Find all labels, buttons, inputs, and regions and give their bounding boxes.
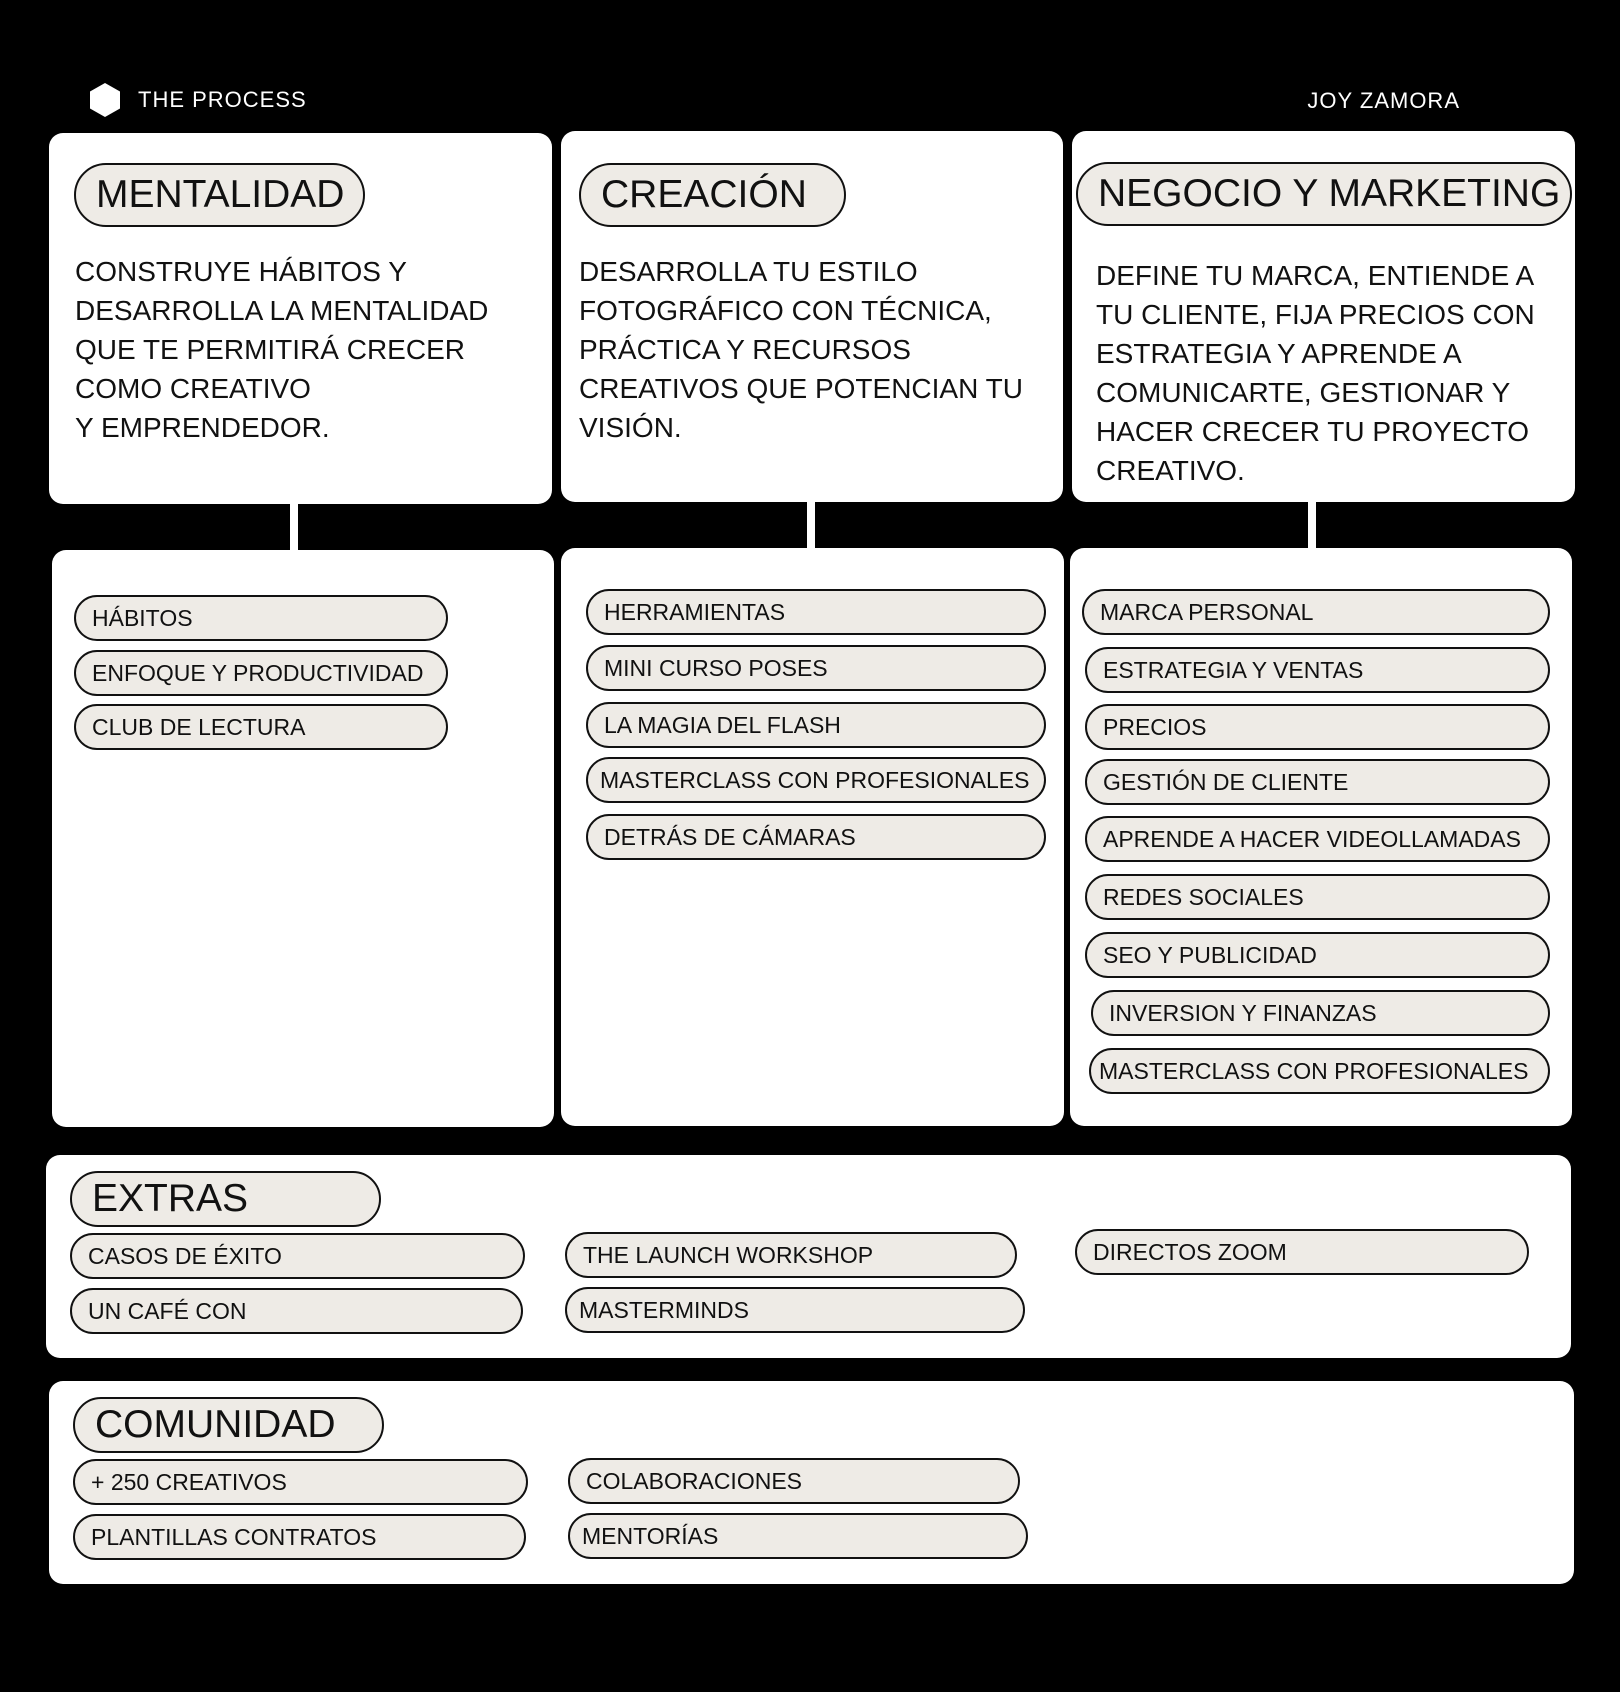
comunidad-pill[interactable]: + 250 CREATIVOS [73,1459,528,1505]
module-pill[interactable]: MINI CURSO POSES [586,645,1046,691]
negocio-modules-card [1070,548,1572,1126]
comunidad-pill[interactable]: COLABORACIONES [568,1458,1020,1504]
comunidad-pill[interactable]: MENTORÍAS [568,1513,1028,1559]
module-pill[interactable]: APRENDE A HACER VIDEOLLAMADAS [1085,816,1550,862]
brand-title: THE PROCESS [138,87,307,112]
comunidad-card [49,1381,1574,1584]
module-pill[interactable]: SEO Y PUBLICIDAD [1085,932,1550,978]
comunidad-pill[interactable]: PLANTILLAS CONTRATOS [73,1514,526,1560]
negocio-description: DEFINE TU MARCA, ENTIENDE A TU CLIENTE, FIJA PRECIOS CON ESTRATEGIA Y APRENDE A COMUNICARTE, GESTIONAR Y HACER CRECER TU PROYECTO CREATIVO. [1096,260,1535,486]
module-pill[interactable]: CLUB DE LECTURA [74,704,448,750]
module-pill[interactable]: PRECIOS [1085,704,1550,750]
negocio-connector [1308,500,1316,550]
module-pill[interactable]: MASTERCLASS CON PROFESIONALES [1089,1048,1550,1094]
negocio-title: NEGOCIO Y MARKETING [1076,162,1572,226]
module-pill[interactable]: GESTIÓN DE CLIENTE [1085,759,1550,805]
mentalidad-description: CONSTRUYE HÁBITOS Y DESARROLLA LA MENTALIDAD QUE TE PERMITIRÁ CRECER COMO CREATIVO Y EMPRENDEDOR. [75,256,489,443]
module-pill[interactable]: DETRÁS DE CÁMARAS [586,814,1046,860]
module-pill[interactable]: REDES SOCIALES [1085,874,1550,920]
mentalidad-intro-card [49,133,552,504]
creacion-title: CREACIÓN [579,163,846,227]
extras-pill[interactable]: UN CAFÉ CON [70,1288,523,1334]
extras-pill[interactable]: CASOS DE ÉXITO [70,1233,525,1279]
extras-title: EXTRAS [70,1171,381,1227]
creacion-description: DESARROLLA TU ESTILO FOTOGRÁFICO CON TÉCNICA, PRÁCTICA Y RECURSOS CREATIVOS QUE POTENCIAN TU VISIÓN. [579,256,1023,443]
extras-pill[interactable]: DIRECTOS ZOOM [1075,1229,1529,1275]
negocio-intro-card [1072,131,1575,502]
mentalidad-title: MENTALIDAD [74,163,365,227]
module-pill[interactable]: MARCA PERSONAL [1082,589,1550,635]
extras-pill[interactable]: MASTERMINDS [565,1287,1025,1333]
mentalidad-connector [290,500,298,552]
mentalidad-modules-card [52,550,554,1127]
comunidad-title: COMUNIDAD [73,1397,384,1453]
module-pill[interactable]: INVERSION Y FINANZAS [1091,990,1550,1036]
creacion-connector [807,500,815,550]
module-pill[interactable]: ENFOQUE Y PRODUCTIVIDAD [74,650,448,696]
creacion-modules-card [561,548,1064,1126]
module-pill[interactable]: LA MAGIA DEL FLASH [586,702,1046,748]
creacion-intro-card [561,131,1063,502]
hexagon-icon [88,82,122,118]
extras-pill[interactable]: THE LAUNCH WORKSHOP [565,1232,1017,1278]
module-pill[interactable]: HERRAMIENTAS [586,589,1046,635]
author-name: JOY ZAMORA [1307,88,1460,113]
brand-header [88,82,307,118]
module-pill[interactable]: HÁBITOS [74,595,448,641]
module-pill[interactable]: MASTERCLASS CON PROFESIONALES [586,757,1046,803]
extras-card [46,1155,1571,1358]
module-pill[interactable]: ESTRATEGIA Y VENTAS [1085,647,1550,693]
